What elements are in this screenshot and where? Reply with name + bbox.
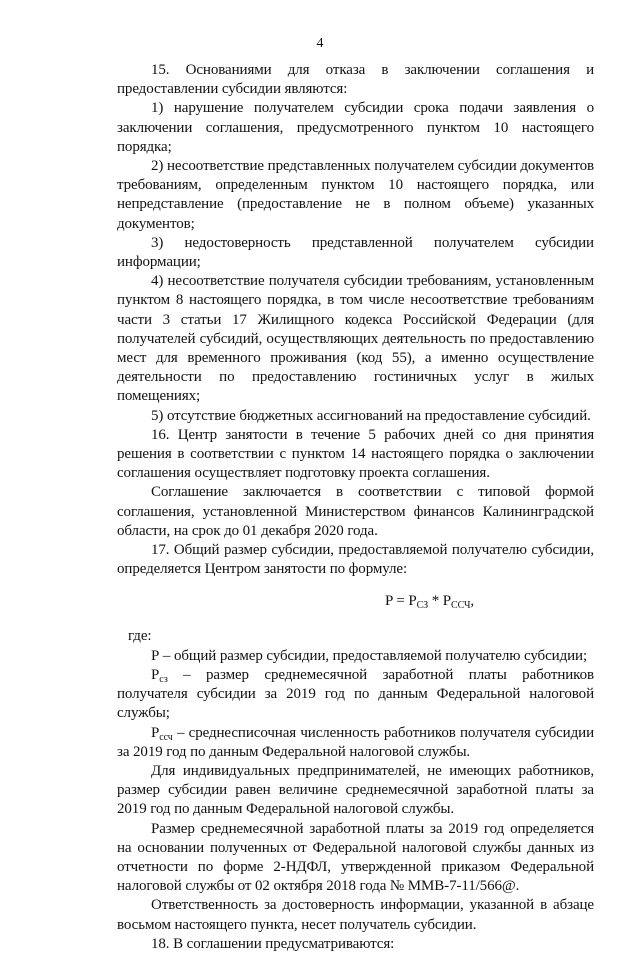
paragraph-16: 16. Центр занятости в течение 5 рабочих дней со дня принятия решения в соответствии с пунктом 14 настоящего порядка о заключении соглашения осуществляет подготовку проекта соглашения. [117,426,594,482]
page-number: 4 [316,36,324,51]
document-body [117,61,594,954]
paragraph-15-item-5: 5) отсутствие бюджетных ассигнований на предоставление субсидий. [151,407,591,424]
paragraph-responsibility: Ответственность за достоверность информации, указанной в абзаце восьмом настоящего пункта, несет получатель субсидии. [117,897,594,933]
symbol-p-sz: Р [151,666,160,683]
formula-lhs: P = P [385,593,417,610]
formula-end: , [470,593,474,610]
definition-p: Р – общий размер субсидии, предоставляемой получателю субсидии; [151,647,588,664]
paragraph-average-salary: Размер среднемесячной заработной платы за 2019 год определяется на основании полученных от Федеральной налоговой службы данных из отчетности по форме 2-НДФЛ, утвержденной приказом Федеральной налоговой службы от 02 октября 2018 года № ММВ-7-11/566@. [117,820,594,895]
formula-operator: * P [428,593,452,610]
paragraph-15-item-3: 3) недостоверность представленной получателем субсидии информации; [117,234,594,271]
paragraph-15-item-4: 4) несоответствие получателя субсидии требованиям, установленным пунктом 8 настоящего порядка, в том числе несоответствие требованиям части 3 статьи 17 Жилищного кодекса Российской Федерации (для получателей субсидий, осуществляющих деятельность по предоставлению мест для временного проживания (код 55), а именно осуществление деятельности по предоставлению гостиничных услуг в жилых помещениях; [117,273,594,405]
symbol-p-ssch: Р [151,724,160,741]
paragraph-18: 18. В соглашении предусматриваются: [151,935,395,952]
definition-p-ssch [117,724,594,762]
symbol-p-sz-sub: сз [159,673,168,685]
symbol-p-ssch-sub: ссч [159,731,173,743]
where-label: где: [128,628,152,645]
formula-sub-ssch: ССЧ [451,600,471,612]
definition-p-ssch-text: – среднесписочная численность работников получателя субсидии за 2019 год по данным Федеральной налоговой службы. [117,724,594,760]
paragraph-15: 15. Основаниями для отказа в заключении соглашения и предоставлении субсидии являются: [117,62,594,98]
formula-sub-sz: СЗ [416,600,429,612]
paragraph-individual-entrepreneurs: Для индивидуальных предпринимателей, не имеющих работников, размер субсидии равен величине среднемесячной заработной платы за 2019 год по данным Федеральной налоговой службы. [117,762,594,818]
definition-p-sz-text: – размер среднемесячной заработной платы работников получателя субсидии за 2019 год по данным Федеральной налоговой службы; [117,666,594,722]
paragraph-17: 17. Общий размер субсидии, предоставляемой получателю субсидии, определяется Центром занятости по формуле: [117,542,594,578]
definition-p-sz [117,666,594,724]
paragraph-15-item-1: 1) нарушение получателем субсидии срока подачи заявления о заключении соглашения, предусмотренного пунктом 10 настоящего порядка; [117,100,594,155]
paragraph-15-item-2: 2) несоответствие представленных получателем субсидии документов требованиям, определенным пунктом 10 настоящего порядка, или непредставление (предоставление не в полном объеме) указанных документов; [117,158,594,232]
subsidy-formula [117,591,594,611]
paragraph-agreement: Соглашение заключается в соответствии с типовой формой соглашения, установленной Министерством финансов Калининградской области, на срок до 01 декабря 2020 года. [117,484,594,539]
